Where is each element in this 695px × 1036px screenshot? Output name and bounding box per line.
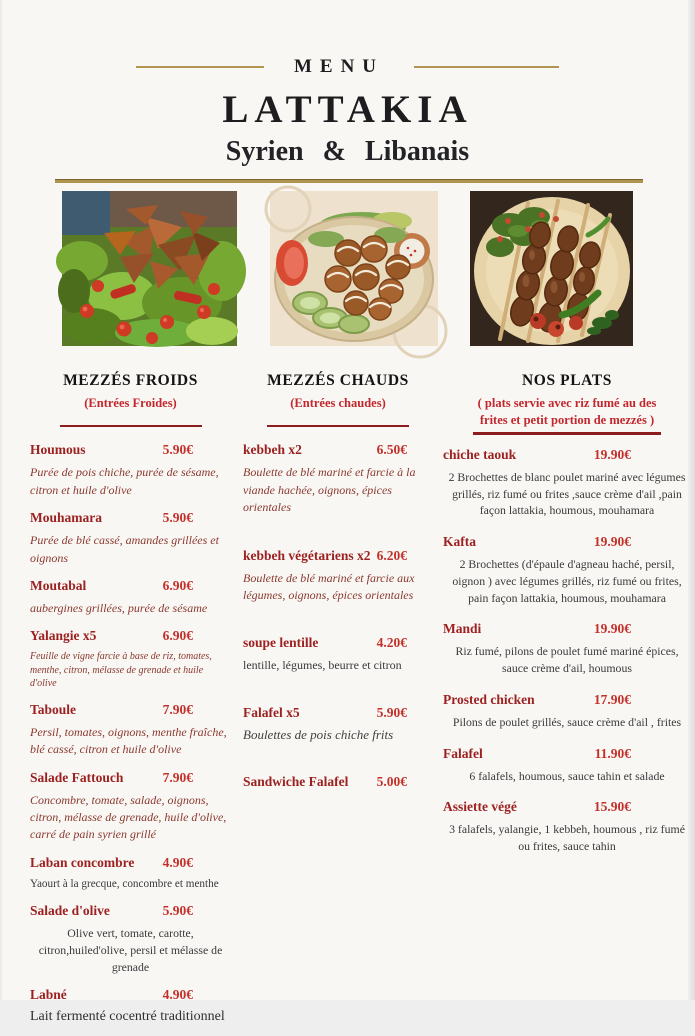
menu-item: [30, 903, 231, 975]
item-description: Lait fermenté cocentré traditionnel: [30, 1008, 225, 1024]
item-description: Purée de blé cassé, amandes grillées et oignons: [30, 533, 219, 565]
item-header: [30, 770, 231, 786]
menu-item: [443, 621, 691, 677]
item-name: Sandwiche Falafel: [243, 774, 349, 790]
item-description: Purée de pois chiche, purée de sésame, citron et huile d'olive: [30, 465, 219, 497]
item-name: kebbeh végétariens x2: [243, 547, 371, 563]
item-header: [243, 774, 433, 790]
item-price: 17.90€: [593, 691, 631, 707]
menu-item: [30, 702, 231, 759]
item-name: Taboule: [30, 701, 77, 717]
item-name: soupe lentille: [243, 635, 319, 651]
item-price: 5.90€: [376, 705, 407, 721]
section-note: (Entrées chaudes): [290, 396, 386, 410]
item-name: Salade Fattouch: [30, 769, 124, 785]
item-header: [443, 692, 691, 708]
item-header: [30, 702, 231, 718]
falafel-plate-photo: [270, 191, 438, 346]
item-name: Falafel: [443, 745, 483, 761]
item-header: [30, 628, 231, 644]
item-name: Moutabal: [30, 577, 87, 593]
item-price: 5.90€: [162, 442, 193, 458]
item-header: [443, 746, 691, 762]
item-name: Laban concombre: [30, 854, 135, 870]
item-name: Yalangie x5: [30, 628, 97, 644]
item-price: 6.90€: [162, 628, 193, 644]
section-mezzes-chauds: [243, 372, 443, 1036]
item-header: [443, 799, 691, 815]
item-header: [30, 442, 231, 458]
menu-item: [443, 799, 691, 855]
item-description: 6 falafels, houmous, sauce tahin et salade: [469, 768, 665, 783]
item-name: Prosted chicken: [443, 691, 535, 707]
item-price: 15.90€: [593, 799, 631, 815]
section-divider: [60, 425, 202, 428]
item-name: Falafel x5: [243, 705, 300, 721]
item-header: [30, 510, 231, 526]
menu-item: [243, 635, 433, 674]
item-price: 5.90€: [162, 903, 193, 919]
menu-header: [0, 0, 695, 78]
section-items: [243, 442, 433, 790]
item-header: [30, 578, 231, 594]
item-header: [243, 705, 433, 721]
section-nos-plats: [443, 372, 691, 1036]
menu-item: [30, 578, 231, 617]
item-header: [30, 855, 231, 871]
section-divider: [473, 432, 661, 435]
item-header: [243, 548, 433, 564]
item-description: Yaourt à la grecque, concombre et menthe: [30, 877, 219, 890]
section-items: [30, 442, 231, 1024]
item-name: Salade d'olive: [30, 903, 110, 919]
menu-item: [30, 442, 231, 499]
fattoush-salad-photo: [62, 191, 237, 346]
item-header: [443, 621, 691, 637]
menu-item: [443, 534, 691, 606]
gold-line-left: [136, 66, 264, 68]
item-price: 7.90€: [162, 701, 193, 717]
menu-columns: [0, 346, 695, 1036]
item-price: 6.50€: [376, 442, 407, 458]
restaurant-name: LATTAKIA: [222, 88, 473, 131]
item-price: 5.90€: [162, 510, 193, 526]
menu-item: [443, 447, 691, 519]
item-description: Persil, tomates, oignons, menthe fraîche, blé cassé, citron et huile d'olive: [30, 724, 227, 757]
item-price: 7.90€: [162, 769, 193, 785]
item-header: [443, 447, 691, 463]
item-name: Kafta: [443, 534, 476, 549]
item-description: Riz fumé, pilons de poulet fumé mariné épices, sauce crème d'ail, houmous: [455, 644, 679, 675]
kebab-skewers-photo: [470, 191, 633, 346]
item-name: chiche taouk: [443, 446, 517, 462]
item-name: Labné: [30, 986, 67, 1002]
menu-item: [30, 855, 231, 893]
menu-item: [243, 548, 433, 605]
menu-item: [30, 628, 231, 691]
item-name: Houmous: [30, 442, 86, 458]
menu-item: [243, 705, 433, 743]
gold-line-right: [414, 66, 559, 68]
item-name: Assiette végé: [443, 799, 517, 815]
item-description: 3 falafels, yalangie, 1 kebbeh, houmous , riz fumé ou frites, sauce tahin: [449, 822, 685, 853]
section-mezzes-froids: [30, 372, 243, 1036]
item-description: aubergines grillées, purée de sésame: [30, 600, 208, 615]
item-description: 2 Brochettes (d'épaule d'agneau haché, persil, oignon ) avec légumes grillés, riz fumé ou frites, pain façon lattakia, houmous, mouhamara: [452, 557, 682, 605]
item-price: 11.90€: [594, 745, 631, 761]
item-description: Boulette de blé mariné et farcie à la viande hachée, oignons, épices orientales: [243, 465, 416, 515]
menu-item: [243, 442, 433, 516]
item-price: 6.20€: [376, 547, 407, 563]
item-description: Boulette de blé mariné et farcie aux légumes, oignons, épices orientales: [243, 570, 415, 602]
item-description: Olive vert, tomate, carotte, citron,huiled'olive, persil et mélasse de grenade: [38, 926, 223, 974]
item-description: Feuille de vigne farcie à base de riz, tomates, menthe, citron, mélasse de grenade et huile d'olive: [30, 651, 212, 690]
menu-item: [30, 510, 231, 567]
section-items: [443, 447, 691, 855]
item-price: 4.20€: [376, 635, 407, 651]
item-name: Mouhamara: [30, 510, 102, 526]
item-header: [30, 903, 231, 919]
item-header: [243, 635, 433, 651]
restaurant-subtitle: Syrien & Libanais: [225, 136, 470, 167]
item-description: Pilons de poulet grillés, sauce crème d'ail , frites: [452, 714, 682, 729]
item-price: 19.90€: [593, 446, 631, 462]
menu-item: [443, 746, 691, 785]
menu-item: [243, 774, 433, 790]
item-header: [30, 987, 231, 1003]
menu-item: [30, 770, 231, 844]
section-title: MEZZÉS CHAUDS: [267, 372, 409, 389]
section-divider: [267, 425, 409, 428]
item-price: 5.00€: [376, 774, 407, 790]
item-description: Concombre, tomate, salade, oignons, citron, mélasse de grenade, huile d'olive, carré de pain syrien grillé: [30, 792, 227, 842]
photo-strip: [0, 183, 695, 346]
menu-item: [443, 692, 691, 731]
item-price: 6.90€: [162, 577, 193, 593]
item-header: [243, 442, 433, 458]
item-description: 2 Brochettes de blanc poulet mariné avec légumes grillés, riz fumé ou frites ,sauce crème d'ail ,pain façon lattakia, houmous, mouhamara: [448, 469, 686, 518]
item-header: [443, 534, 691, 550]
item-price: 4.90€: [162, 854, 193, 870]
section-note: ( plats servie avec riz fumé au des frites et petit portion de mezzés ): [477, 396, 657, 427]
menu-item: [30, 987, 231, 1025]
item-name: Mandi: [443, 621, 482, 637]
item-price: 19.90€: [593, 534, 631, 549]
item-description: lentille, légumes, beurre et citron: [243, 658, 402, 673]
menu-label: MENU: [293, 56, 385, 77]
item-name: kebbeh x2: [243, 442, 302, 458]
item-description: Boulettes de pois chiche frits: [243, 727, 394, 743]
item-price: 19.90€: [593, 621, 631, 637]
section-title: NOS PLATS: [522, 372, 612, 389]
item-price: 4.90€: [162, 986, 193, 1002]
section-note: (Entrées Froides): [84, 396, 177, 410]
section-title: MEZZÉS FROIDS: [63, 372, 198, 389]
